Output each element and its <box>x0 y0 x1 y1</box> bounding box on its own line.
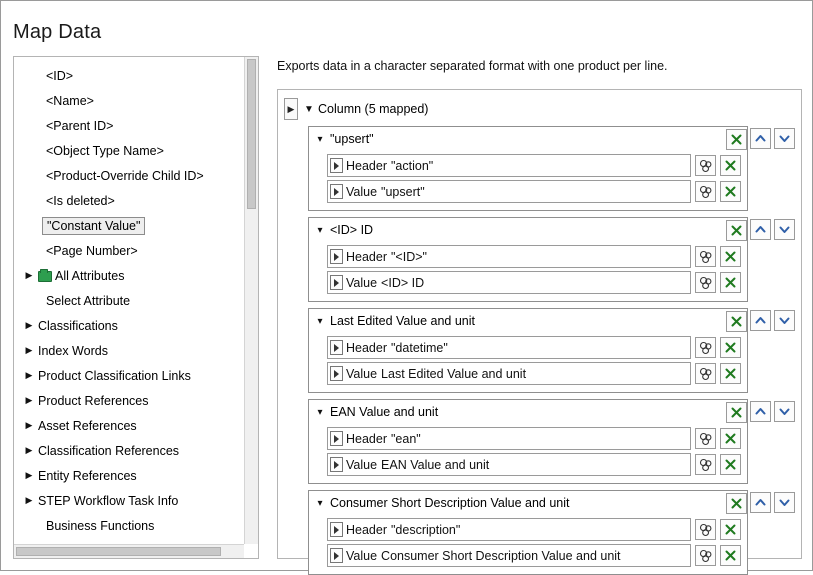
value-field-value: Last Edited Value and unit <box>381 366 527 381</box>
column-header-row <box>284 98 801 120</box>
tree-item-label: Entity References <box>38 468 137 483</box>
header-field-value: "ean" <box>391 431 421 446</box>
move-up-button[interactable] <box>750 401 771 422</box>
value-field-row <box>327 544 741 567</box>
settings-gear-icon[interactable] <box>695 155 716 176</box>
value-field-row <box>327 271 741 294</box>
mapping-group-header <box>309 218 747 242</box>
chevron-down-icon[interactable]: ▾ <box>317 406 323 418</box>
header-field-row <box>327 518 741 541</box>
tree-item[interactable] <box>14 513 244 538</box>
chevron-right-icon[interactable]: ▶ <box>25 395 33 405</box>
header-field-value: "action" <box>391 158 434 173</box>
tree-item-label: <Name> <box>46 93 94 108</box>
remove-value-button[interactable] <box>720 545 741 566</box>
expand-play-icon[interactable] <box>330 457 343 472</box>
tree-item-label: Product Classification Links <box>38 368 191 383</box>
mapping-group-header <box>309 400 747 424</box>
value-field[interactable] <box>327 453 691 476</box>
move-up-button[interactable] <box>750 310 771 331</box>
source-tree-panel <box>13 56 259 559</box>
settings-gear-icon[interactable] <box>695 363 716 384</box>
tree-item-label: <Parent ID> <box>46 118 114 133</box>
reorder-controls <box>750 492 795 513</box>
value-field-row <box>327 453 741 476</box>
mapping-group <box>308 490 748 575</box>
reorder-controls <box>750 128 795 149</box>
mapping-group-name: <ID> ID <box>330 223 374 237</box>
header-field-row <box>327 336 741 359</box>
expand-play-icon[interactable] <box>330 184 343 199</box>
mapping-group <box>308 308 748 393</box>
expand-play-icon[interactable] <box>330 548 343 563</box>
remove-value-button[interactable] <box>720 272 741 293</box>
tree-item[interactable] <box>14 363 244 388</box>
settings-gear-icon[interactable] <box>695 454 716 475</box>
expand-play-icon[interactable] <box>330 158 343 173</box>
reorder-controls <box>750 310 795 331</box>
chevron-right-icon[interactable]: ▶ <box>25 470 33 480</box>
tree-item-label: <Product-Override Child ID> <box>46 168 204 183</box>
tree-item-label: All Attributes <box>55 268 125 283</box>
settings-gear-icon[interactable] <box>695 337 716 358</box>
header-field-label: Header <box>346 158 387 173</box>
move-up-button[interactable] <box>750 219 771 240</box>
tree-item[interactable] <box>14 113 244 138</box>
tree-item[interactable] <box>14 88 244 113</box>
mapping-group <box>308 126 748 211</box>
tree-item-label: Select Attribute <box>46 293 131 308</box>
value-field-label: Value <box>346 275 378 290</box>
source-tree-list[interactable] <box>14 57 244 544</box>
tree-item[interactable] <box>14 263 244 288</box>
tree-item-label: <ID> <box>46 68 74 83</box>
mapping-group-name: Last Edited Value and unit <box>330 314 476 328</box>
value-field-label: Value <box>346 548 378 563</box>
header-field[interactable] <box>327 154 691 177</box>
reorder-controls <box>750 219 795 240</box>
settings-gear-icon[interactable] <box>695 545 716 566</box>
expand-play-icon[interactable] <box>330 366 343 381</box>
value-field-value: EAN Value and unit <box>381 457 490 472</box>
tree-item[interactable] <box>14 438 244 463</box>
reorder-controls <box>750 401 795 422</box>
move-up-button[interactable] <box>750 128 771 149</box>
tree-item[interactable] <box>14 213 244 238</box>
header-field[interactable] <box>327 336 691 359</box>
tree-item[interactable] <box>14 238 244 263</box>
header-field-label: Header <box>346 249 387 264</box>
column-title: Column (5 mapped) <box>318 102 429 116</box>
header-field-row <box>327 427 741 450</box>
remove-mapping-button[interactable] <box>726 129 747 150</box>
chevron-down-icon[interactable]: ▾ <box>317 224 323 236</box>
mapping-group <box>308 399 748 484</box>
mapping-group-name: "upsert" <box>330 132 374 146</box>
remove-mapping-button[interactable] <box>726 402 747 423</box>
chevron-down-icon[interactable]: ▾ <box>317 497 323 509</box>
header-field-value: "datetime" <box>391 340 448 355</box>
mapping-panel <box>277 89 802 563</box>
move-down-button[interactable] <box>774 128 795 149</box>
move-down-button[interactable] <box>774 401 795 422</box>
value-field[interactable] <box>327 271 691 294</box>
header-field[interactable] <box>327 518 691 541</box>
tree-item[interactable] <box>14 388 244 413</box>
tree-item[interactable] <box>14 463 244 488</box>
chevron-right-icon[interactable]: ▶ <box>25 320 33 330</box>
move-down-button[interactable] <box>774 492 795 513</box>
drag-handle-icon[interactable]: ▶ <box>284 98 298 120</box>
remove-header-button[interactable] <box>720 519 741 540</box>
mapping-group-name: EAN Value and unit <box>330 405 439 419</box>
mapping-groups <box>278 126 801 575</box>
chevron-right-icon[interactable]: ▶ <box>25 495 33 505</box>
tree-item[interactable] <box>14 63 244 88</box>
value-field-label: Value <box>346 184 378 199</box>
tree-vertical-scrollbar[interactable] <box>244 57 258 544</box>
tree-item-label: Asset References <box>38 418 137 433</box>
chevron-right-icon[interactable]: ▶ <box>25 370 33 380</box>
move-down-button[interactable] <box>774 310 795 331</box>
expand-play-icon[interactable] <box>330 431 343 446</box>
folder-icon <box>36 269 53 283</box>
tree-item-label: <Page Number> <box>46 243 138 258</box>
header-field-row <box>327 245 741 268</box>
move-up-button[interactable] <box>750 492 771 513</box>
mapping-group-header <box>309 309 747 333</box>
settings-gear-icon[interactable] <box>695 272 716 293</box>
value-field-value: <ID> ID <box>381 275 425 290</box>
mapping-group-name: Consumer Short Description Value and unit <box>330 496 570 510</box>
value-field-label: Value <box>346 457 378 472</box>
chevron-right-icon[interactable]: ▶ <box>25 345 33 355</box>
tree-item-label: <Is deleted> <box>46 193 115 208</box>
remove-header-button[interactable] <box>720 155 741 176</box>
header-field-value: "<ID>" <box>391 249 427 264</box>
header-field-value: "description" <box>391 522 461 537</box>
tree-horizontal-scroll-thumb[interactable] <box>16 547 221 556</box>
expand-play-icon[interactable] <box>330 249 343 264</box>
settings-gear-icon[interactable] <box>695 246 716 267</box>
header-field-label: Header <box>346 340 387 355</box>
value-field[interactable] <box>327 362 691 385</box>
expand-play-icon[interactable] <box>330 275 343 290</box>
tree-item-label: Product References <box>38 393 149 408</box>
mapping-group-header <box>309 491 747 515</box>
value-field-value: Consumer Short Description Value and unit <box>381 548 621 563</box>
expand-play-icon[interactable] <box>330 522 343 537</box>
remove-header-button[interactable] <box>720 337 741 358</box>
expand-play-icon[interactable] <box>330 340 343 355</box>
settings-gear-icon[interactable] <box>695 181 716 202</box>
chevron-right-icon[interactable]: ▶ <box>25 420 33 430</box>
tree-item-label: Classification References <box>38 443 180 458</box>
tree-item[interactable] <box>14 288 244 313</box>
tree-item-label: Classifications <box>38 318 118 333</box>
page-title: Map Data <box>13 21 102 43</box>
header-field[interactable] <box>327 427 691 450</box>
header-field-row <box>327 154 741 177</box>
tree-item[interactable] <box>14 413 244 438</box>
settings-gear-icon[interactable] <box>695 519 716 540</box>
tree-item[interactable] <box>14 313 244 338</box>
remove-mapping-button[interactable] <box>726 311 747 332</box>
remove-mapping-button[interactable] <box>726 493 747 514</box>
value-field[interactable] <box>327 180 691 203</box>
header-field[interactable] <box>327 245 691 268</box>
value-field-row <box>327 180 741 203</box>
remove-header-button[interactable] <box>720 246 741 267</box>
mapping-group <box>308 217 748 302</box>
tree-item-label: STEP Workflow Task Info <box>38 493 179 508</box>
chevron-right-icon[interactable]: ▶ <box>25 270 33 280</box>
format-description: Exports data in a character separated format with one product per line. <box>277 59 668 73</box>
tree-item[interactable] <box>14 188 244 213</box>
remove-value-button[interactable] <box>720 454 741 475</box>
chevron-down-icon[interactable]: ▼ <box>304 103 314 115</box>
remove-mapping-button[interactable] <box>726 220 747 241</box>
tree-item-label: <Object Type Name> <box>46 143 164 158</box>
remove-value-button[interactable] <box>720 363 741 384</box>
header-field-label: Header <box>346 431 387 446</box>
tree-item-label: Business Functions <box>46 518 155 533</box>
tree-item[interactable] <box>14 488 244 513</box>
tree-item-label: Index Words <box>38 343 108 358</box>
value-field-row <box>327 362 741 385</box>
tree-item-label: "Constant Value" <box>42 217 145 235</box>
tree-item[interactable] <box>14 163 244 188</box>
value-field-label: Value <box>346 366 378 381</box>
chevron-down-icon[interactable]: ▾ <box>317 315 323 327</box>
header-field-label: Header <box>346 522 387 537</box>
tree-item[interactable] <box>14 138 244 163</box>
value-field-value: "upsert" <box>381 184 425 199</box>
settings-gear-icon[interactable] <box>695 428 716 449</box>
tree-item[interactable] <box>14 338 244 363</box>
tree-vertical-scroll-thumb[interactable] <box>247 59 256 209</box>
chevron-right-icon[interactable]: ▶ <box>25 445 33 455</box>
remove-value-button[interactable] <box>720 181 741 202</box>
mapping-group-header <box>309 127 747 151</box>
remove-header-button[interactable] <box>720 428 741 449</box>
tree-horizontal-scrollbar[interactable] <box>14 544 244 558</box>
move-down-button[interactable] <box>774 219 795 240</box>
chevron-down-icon[interactable]: ▾ <box>317 133 323 145</box>
value-field[interactable] <box>327 544 691 567</box>
